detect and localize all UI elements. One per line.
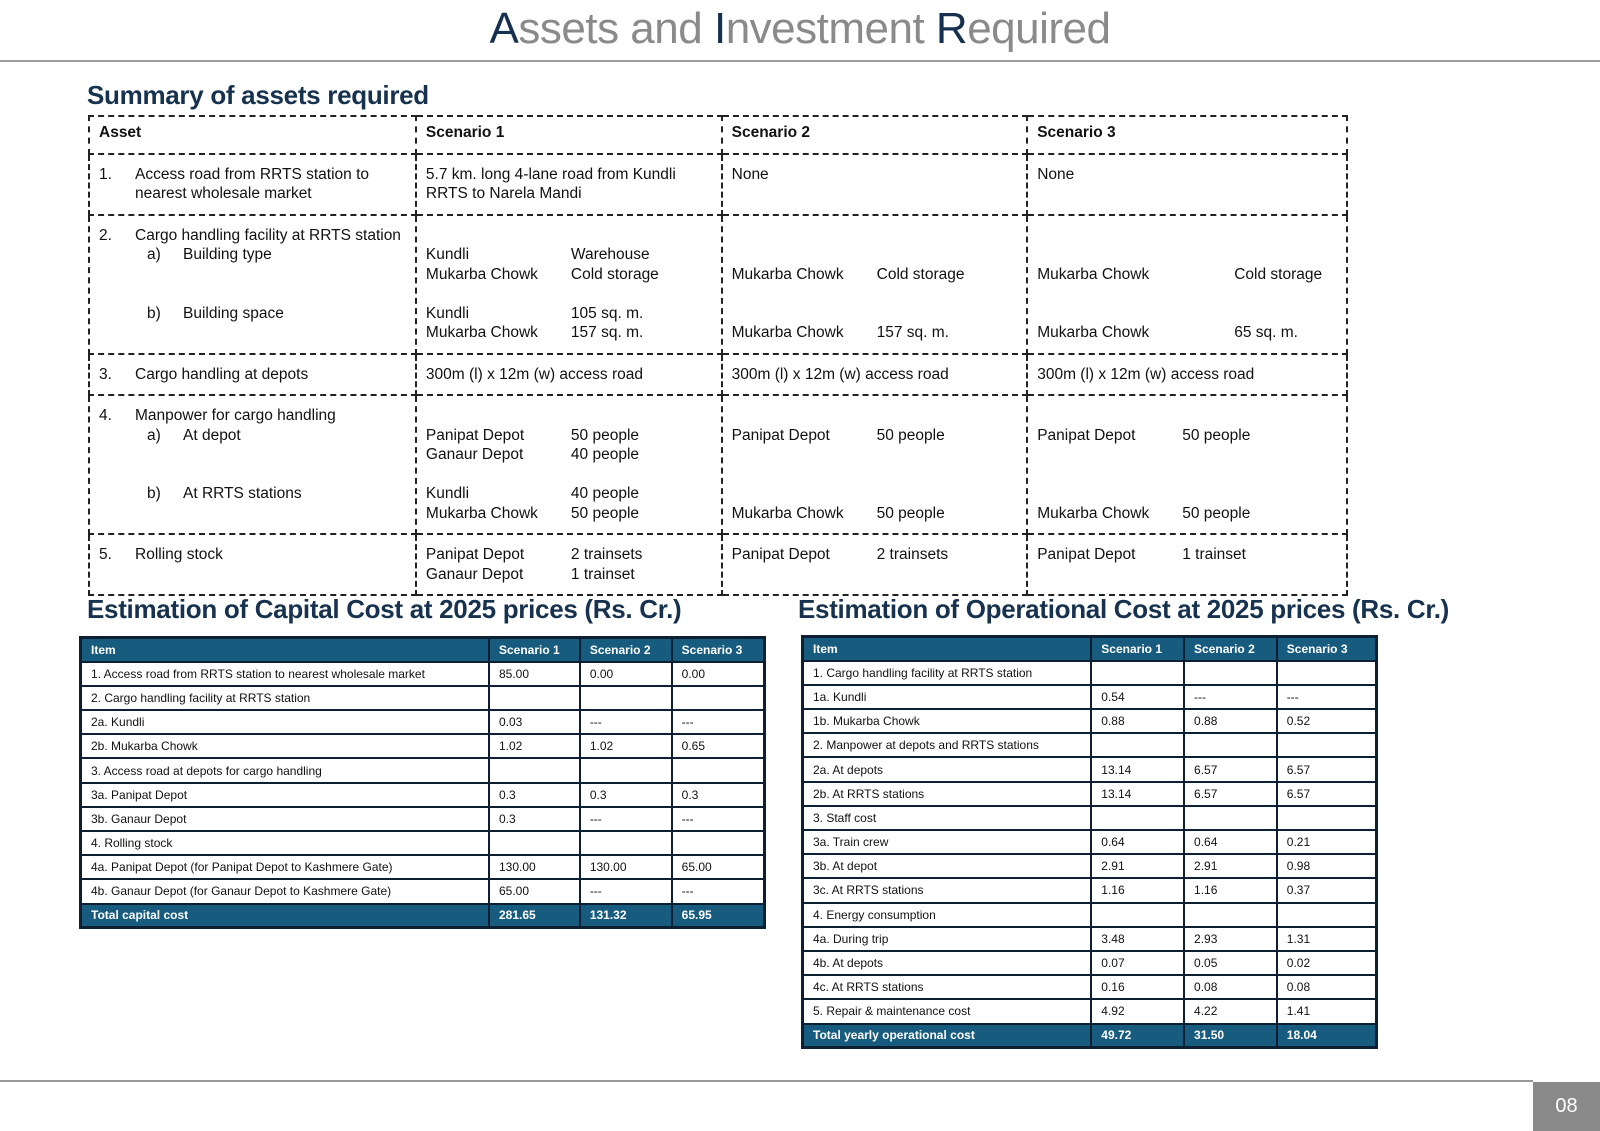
scenario-2-cell: 2.91 [1184,854,1277,878]
scenario-3-cell: 6.57 [1277,757,1377,781]
scenario-1-cell: 1.02 [489,734,580,758]
table-row [803,709,1377,733]
location: Kundli [425,246,470,263]
asset-cell [89,354,416,396]
scenario-2-cell: 31.50 [1184,1024,1277,1048]
scenario-3-cell: --- [672,710,765,734]
value: 157 sq. m. [876,324,949,341]
location: Ganaur Depot [425,446,524,463]
row-number: 4. [99,407,112,424]
table-row [803,806,1377,830]
scenario-1-cell: 0.88 [1091,709,1184,733]
scenario-3-cell: Scenario 3 [1277,637,1377,661]
asset-cell [89,215,416,354]
location: Mukarba Chowk [425,265,538,283]
value: 50 people [876,504,945,522]
scenario-1-cell [1091,806,1184,830]
scenario-1-cell: 2.91 [1091,854,1184,878]
scenario-2-cell: 0.64 [1184,830,1277,854]
value: Cold storage [876,265,965,283]
asset-line [99,184,406,204]
scenario2-cell [722,215,1028,354]
item-cell: 4a. Panipat Depot (for Panipat Depot to Kashmere Gate) [81,855,489,879]
table-row [803,685,1377,709]
sub-label: Building space [183,304,284,322]
scenario-3-cell: Scenario 3 [672,638,765,662]
title-part: I [713,4,726,53]
table-row [803,757,1377,781]
location: Mukarba Chowk [731,324,844,341]
value: 1 trainset [570,565,635,583]
scenario-3-cell: 0.52 [1277,709,1377,733]
value: 1 trainset [1182,546,1246,563]
scenario-2-cell: 4.22 [1184,999,1277,1023]
item-cell: 2b. At RRTS stations [803,782,1092,806]
value: Cold storage [570,265,659,283]
sub-mark: b) [147,304,161,322]
scenario-1-cell: 130.00 [489,855,580,879]
title-part: equired [967,4,1111,53]
value: 50 people [570,504,640,522]
table-row [803,927,1377,951]
scenario-3-cell: 0.65 [672,734,765,758]
operational-cost-table [801,635,1378,1049]
asset-label: Cargo handling at depots [135,365,309,383]
item-cell: 2b. Mukarba Chowk [81,734,489,758]
row-number: 1. [99,165,112,183]
scenario-2-cell [1184,806,1277,830]
item-cell: 1a. Kundli [803,685,1092,709]
scenario-3-cell: 18.04 [1277,1024,1377,1048]
scenario-3-cell: 6.57 [1277,782,1377,806]
value: 50 people [1182,426,1251,444]
scenario-1-cell: 3.48 [1091,927,1184,951]
scenario2-cell [722,395,1028,534]
scenario-1-cell: 0.16 [1091,975,1184,999]
scenario3-cell [1027,395,1347,534]
header-row [803,637,1377,661]
scenario3-cell: None [1027,154,1347,215]
scenario-2-cell: 0.3 [580,783,672,807]
value: 105 sq. m. [570,304,644,322]
scenario-3-cell [672,831,765,855]
summary-table [88,115,1348,596]
scenario-1-cell: 4.92 [1091,999,1184,1023]
table-row [81,807,765,831]
asset-label: nearest wholesale market [135,185,312,202]
scenario-1-cell: 0.54 [1091,685,1184,709]
table-row [803,830,1377,854]
title-part: R [935,4,968,53]
table-row [81,734,765,758]
table-row [81,879,765,903]
location: Ganaur Depot [425,565,524,583]
operational-cost-title: Estimation of Operational Cost at 2025 prices (Rs. Cr.) [798,594,1450,624]
value: 2 trainsets [876,546,949,563]
value: Cold storage [1234,265,1323,283]
table-row [803,733,1377,757]
scenario-1-cell [489,758,580,782]
item-cell: 4. Rolling stock [81,831,489,855]
capital-cost-title: Estimation of Capital Cost at 2025 prices (Rs. Cr.) [87,594,682,624]
sub-mark: a) [147,246,161,263]
table-row [81,662,765,686]
table-row [803,903,1377,927]
location: Mukarba Chowk [1037,504,1150,522]
table-row [803,878,1377,902]
value: 157 sq. m. [570,324,644,341]
scenario-3-cell: 0.98 [1277,854,1377,878]
item-cell: 4. Energy consumption [803,903,1092,927]
item-cell: 3c. At RRTS stations [803,878,1092,902]
scenario-1-cell: 49.72 [1091,1024,1184,1048]
scenario-2-cell: 1.02 [580,734,672,758]
scenario-2-cell [580,686,672,710]
sub-label: At RRTS stations [183,485,302,502]
table-row [81,783,765,807]
scenario-2-cell: 131.32 [580,904,672,928]
asset-line [99,165,406,185]
item-cell: 2. Manpower at depots and RRTS stations [803,733,1092,757]
summary-title: Summary of assets required [87,80,429,110]
scenario-3-cell: 0.00 [672,662,765,686]
location: Panipat Depot [425,546,525,563]
scenario-2-cell [1184,903,1277,927]
item-cell: 2a. Kundli [81,710,489,734]
total-row [81,904,765,928]
item-cell: 3. Access road at depots for cargo handling [81,758,489,782]
table-row [81,831,765,855]
location: Kundli [425,485,470,502]
item-cell: 2. Cargo handling facility at RRTS station [81,686,489,710]
scenario1-cell [416,534,722,595]
location: Mukarba Chowk [425,324,538,341]
location: Mukarba Chowk [425,504,538,522]
cell-line: RRTS to Narela Mandi [425,185,582,202]
asset-cell [89,154,416,215]
row-number: 3. [99,365,112,383]
scenario-3-cell [1277,806,1377,830]
table-row [81,686,765,710]
scenario-2-cell: 6.57 [1184,757,1277,781]
header-cell: Scenario 3 [1027,116,1347,154]
summary-row [89,354,1347,396]
item-cell: 3b. Ganaur Depot [81,807,489,831]
location: Panipat Depot [425,426,525,444]
location: Panipat Depot [731,546,830,563]
sub-label: Building type [183,246,272,263]
scenario-1-cell: 65.00 [489,879,580,903]
scenario-1-cell [489,686,580,710]
scenario1-cell [416,395,722,534]
scenario-1-cell: 13.14 [1091,757,1184,781]
scenario-3-cell [672,686,765,710]
scenario-2-cell: Scenario 2 [580,638,672,662]
scenario-1-cell: 0.3 [489,807,580,831]
scenario-2-cell: --- [580,807,672,831]
scenario-3-cell: 65.95 [672,904,765,928]
scenario-2-cell: 0.00 [580,662,672,686]
asset-label: Manpower for cargo handling [135,407,336,424]
location: Panipat Depot [731,426,830,444]
scenario-2-cell [1184,733,1277,757]
scenario1-cell: 300m (l) x 12m (w) access road [416,354,722,396]
scenario-3-cell: --- [1277,685,1377,709]
item-cell: 5. Repair & maintenance cost [803,999,1092,1023]
cell-line: 5.7 km. long 4-lane road from Kundli [425,165,676,183]
asset-label: Cargo handling facility at RRTS station [135,226,401,244]
item-cell: 4b. At depots [803,951,1092,975]
scenario-1-cell [1091,903,1184,927]
header-cell: Scenario 1 [416,116,722,154]
scenario-1-cell: 13.14 [1091,782,1184,806]
scenario-2-cell: 6.57 [1184,782,1277,806]
scenario1-cell [416,154,722,215]
location: Panipat Depot [1037,426,1136,444]
scenario-2-cell: Scenario 2 [1184,637,1277,661]
location: Mukarba Chowk [1037,265,1150,283]
page-title [0,4,1600,54]
value: 50 people [570,426,640,444]
scenario3-cell [1027,215,1347,354]
scenario-3-cell: 1.41 [1277,999,1377,1023]
item-cell: 3a. Train crew [803,830,1092,854]
scenario-3-cell: 0.37 [1277,878,1377,902]
table-row [81,855,765,879]
table-row [803,854,1377,878]
scenario-1-cell: 1.16 [1091,878,1184,902]
item-cell: 1. Cargo handling facility at RRTS station [803,661,1092,685]
scenario-2-cell: 1.16 [1184,878,1277,902]
table-row [81,710,765,734]
scenario-1-cell: 85.00 [489,662,580,686]
scenario-2-cell [1184,661,1277,685]
scenario-2-cell [580,831,672,855]
header-row [81,638,765,662]
scenario-3-cell [1277,903,1377,927]
value: 40 people [570,446,640,463]
value: 2 trainsets [570,546,643,563]
location: Mukarba Chowk [731,265,844,283]
summary-row [89,215,1347,354]
item-cell: 1. Access road from RRTS station to nearest wholesale market [81,662,489,686]
capital-cost-table [79,636,766,929]
item-cell: 3. Staff cost [803,806,1092,830]
footer-divider [0,1080,1533,1082]
item-cell: 4c. At RRTS stations [803,975,1092,999]
asset-cell [89,395,416,534]
scenario-1-cell: 0.03 [489,710,580,734]
item-cell: Total capital cost [81,904,489,928]
scenario-3-cell [1277,733,1377,757]
table-row [81,758,765,782]
item-cell: 4a. During trip [803,927,1092,951]
scenario-3-cell: 0.3 [672,783,765,807]
scenario-2-cell [580,758,672,782]
title-part: ssets and [518,4,714,53]
scenario-1-cell: Scenario 1 [489,638,580,662]
summary-row [89,534,1347,595]
item-cell: Total yearly operational cost [803,1024,1092,1048]
scenario-3-cell: --- [672,879,765,903]
scenario3-cell: 300m (l) x 12m (w) access road [1027,354,1347,396]
table-row [803,975,1377,999]
item-cell: 1b. Mukarba Chowk [803,709,1092,733]
scenario-2-cell: 0.05 [1184,951,1277,975]
location: Mukarba Chowk [731,504,844,522]
scenario-2-cell: --- [1184,685,1277,709]
scenario-3-cell: 65.00 [672,855,765,879]
scenario-1-cell: Scenario 1 [1091,637,1184,661]
scenario-2-cell: 2.93 [1184,927,1277,951]
summary-row [89,154,1347,215]
value: 40 people [570,485,640,502]
scenario1-cell [416,215,722,354]
scenario3-cell [1027,534,1347,595]
header-cell: Scenario 2 [722,116,1028,154]
location: Kundli [425,304,470,322]
item-cell: 3b. At depot [803,854,1092,878]
page-number: 08 [1533,1082,1600,1131]
sub-label: At depot [183,426,241,444]
asset-label: Rolling stock [135,546,223,563]
table-row [803,951,1377,975]
scenario-3-cell [672,758,765,782]
scenario2-cell [722,534,1028,595]
scenario-2-cell: --- [580,710,672,734]
item-cell: 2a. At depots [803,757,1092,781]
scenario-3-cell: 0.02 [1277,951,1377,975]
summary-header-row [89,116,1347,154]
table-row [803,782,1377,806]
title-part: A [489,4,519,53]
value: 50 people [876,426,945,444]
item-cell: Item [81,638,489,662]
scenario-3-cell: --- [672,807,765,831]
scenario-2-cell: 130.00 [580,855,672,879]
row-number: 5. [99,546,112,563]
scenario-3-cell: 1.31 [1277,927,1377,951]
header-cell: Asset [89,116,416,154]
scenario-1-cell [1091,661,1184,685]
value: 65 sq. m. [1234,324,1298,341]
scenario-3-cell: 0.08 [1277,975,1377,999]
scenario-3-cell: 0.21 [1277,830,1377,854]
scenario-2-cell: 0.08 [1184,975,1277,999]
table-row [803,661,1377,685]
value: Warehouse [570,246,650,263]
row-number: 2. [99,226,112,244]
asset-cell [89,534,416,595]
scenario2-cell: 300m (l) x 12m (w) access road [722,354,1028,396]
scenario-1-cell: 281.65 [489,904,580,928]
scenario-1-cell: 0.64 [1091,830,1184,854]
location: Mukarba Chowk [1037,324,1150,341]
scenario-1-cell [1091,733,1184,757]
table-row [803,999,1377,1023]
item-cell: 3a. Panipat Depot [81,783,489,807]
title-divider [0,60,1600,62]
asset-label: Access road from RRTS station to [135,165,370,183]
value: 50 people [1182,504,1251,522]
item-cell: Item [803,637,1092,661]
scenario-1-cell: 0.07 [1091,951,1184,975]
scenario-2-cell: --- [580,879,672,903]
sub-mark: a) [147,426,161,444]
scenario-1-cell [489,831,580,855]
scenario2-cell: None [722,154,1028,215]
summary-row [89,395,1347,534]
scenario-3-cell [1277,661,1377,685]
item-cell: 4b. Ganaur Depot (for Ganaur Depot to Kashmere Gate) [81,879,489,903]
total-row [803,1024,1377,1048]
title-part: nvestment [725,4,936,53]
sub-mark: b) [147,485,161,502]
scenario-1-cell: 0.3 [489,783,580,807]
location: Panipat Depot [1037,546,1136,563]
scenario-2-cell: 0.88 [1184,709,1277,733]
